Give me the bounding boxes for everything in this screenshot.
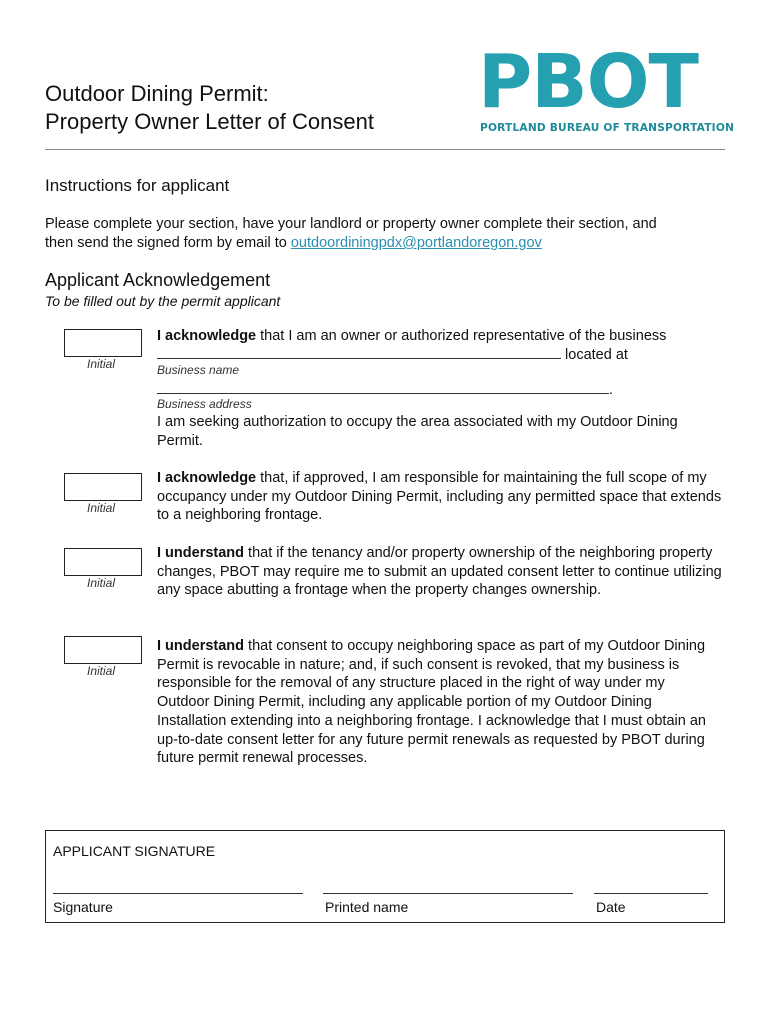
business-address-line[interactable]: [157, 393, 609, 394]
item-1-text: that I am an owner or authorized representative of the business: [256, 328, 667, 344]
applicant-signature-box: [45, 830, 725, 923]
item-2-bold: I acknowledge: [157, 470, 257, 486]
business-address-label: Business address: [157, 397, 252, 411]
acknowledgement-item-3: [157, 544, 727, 600]
item-3-text: that if the tenancy and/or property ownership of the neighboring property changes, PBOT may require me to submit an updated consent letter to continue utilizing any space abutting a frontage when the property changes ownership.: [157, 545, 722, 599]
item-1-bold: I acknowledge: [157, 328, 257, 344]
printed-name-label: Printed name: [325, 899, 409, 915]
instructions-text: [45, 215, 745, 253]
pbot-logo: [478, 39, 735, 142]
printed-name-line[interactable]: [323, 893, 573, 894]
title-line-1: Outdoor Dining Permit:: [45, 81, 269, 106]
initial-box-3[interactable]: [64, 548, 142, 576]
email-link[interactable]: outdoordiningpdx@portlandoregon.gov: [290, 235, 542, 251]
acknowledgement-item-4: [157, 637, 717, 768]
item-2-text: that, if approved, I am responsible for maintaining the full scope of my occupancy under my Outdoor Dining Permit, including any permitted space that extends to a neighboring frontage.: [157, 470, 722, 524]
instructions-heading: Instructions for applicant: [45, 176, 230, 195]
logo-text: PBOT: [478, 39, 699, 125]
instructions-line-2: then send the signed form by email to outdoordiningpdx@portlandoregon.gov: [45, 235, 542, 251]
header-divider: [45, 149, 725, 150]
acknowledgement-subheading: To be filled out by the permit applicant: [45, 293, 281, 309]
initial-label-2: Initial: [87, 501, 116, 515]
item-3-bold: I understand: [157, 545, 245, 561]
acknowledgement-item-2: [157, 469, 725, 525]
instructions-line-1: Please complete your section, have your landlord or property owner complete their section, and: [45, 216, 657, 232]
initial-box-2[interactable]: [64, 473, 142, 501]
acknowledgement-heading: Applicant Acknowledgement: [45, 270, 271, 290]
located-at-text: located at: [565, 346, 628, 363]
initial-label-3: Initial: [87, 576, 116, 590]
initial-box-4[interactable]: [64, 636, 142, 664]
date-label: Date: [596, 899, 626, 915]
logo-subtitle: PORTLAND BUREAU OF TRANSPORTATION: [480, 122, 735, 134]
business-address-row: .: [157, 382, 613, 398]
initial-box-1[interactable]: [64, 329, 142, 357]
signature-heading: APPLICANT SIGNATURE: [53, 843, 216, 859]
item-4-bold: I understand: [157, 638, 245, 654]
initial-label-1: Initial: [87, 357, 116, 371]
acknowledgement-item-1: [157, 327, 729, 364]
item-4-text: that consent to occupy neighboring space as part of my Outdoor Dining Permit is revocable in nature; and, if such consent is revoked, that my business is responsible for the removal of any structure placed in the right of way under my Outdoor Dining Permit, including any applicable portion of my Outdoor Dining Installation extending into a neighboring frontage. I acknowledge that I must obtain an up-to-date consent letter for any future permit renewals as requested by PBOT during future permit renewal processes.: [157, 638, 706, 767]
title-line-2: Property Owner Letter of Consent: [45, 109, 374, 134]
page-title: [45, 80, 374, 136]
date-line[interactable]: [594, 893, 708, 894]
business-name-line[interactable]: [157, 358, 561, 359]
initial-label-4: Initial: [87, 664, 116, 678]
business-name-label: Business name: [157, 363, 240, 377]
item-1-text-2: I am seeking authorization to occupy the area associated with my Outdoor Dining Permit.: [157, 414, 678, 449]
signature-label: Signature: [53, 899, 113, 915]
signature-line[interactable]: [53, 893, 303, 894]
